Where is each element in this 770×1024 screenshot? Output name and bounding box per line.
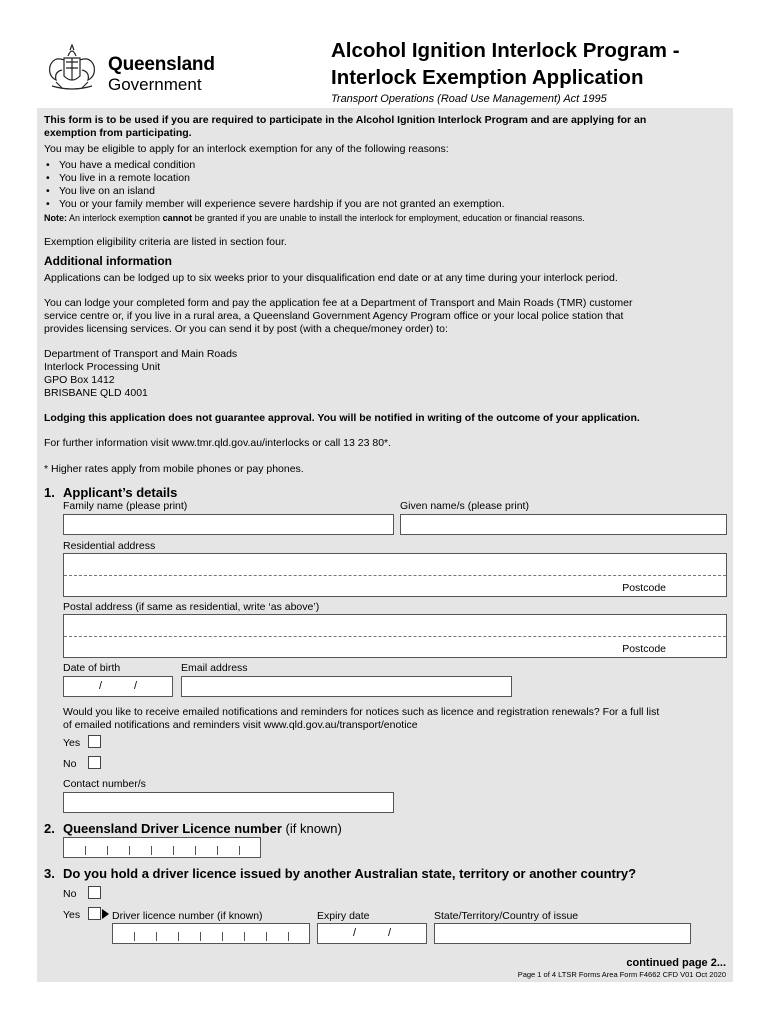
act-reference: Transport Operations (Road Use Management) Act 1995 [331,93,607,105]
address-line: BRISBANE QLD 4001 [44,387,148,399]
section2-title: Queensland Driver Licence number [63,821,282,836]
section3-number: 3. [44,866,55,881]
state-label: State/Territory/Country of issue [434,910,579,922]
date-separator: / [353,927,357,939]
contact-label: Contact number/s [63,778,146,790]
additional-heading: Additional information [44,254,172,268]
section3-title: Do you hold a driver licence issued by another Australian state, territory or another country? [63,866,637,881]
expiry-label: Expiry date [317,910,370,922]
state-country-field[interactable] [434,923,691,944]
family-name-label: Family name (please print) [63,500,188,512]
lodge-text: Applications can be lodged up to six weeks prior to your disqualification end date or at any time during your interlock period. [44,272,618,284]
address-line: Interlock Processing Unit [44,361,161,373]
dob-field[interactable] [63,676,173,697]
other-licence-yes-checkbox[interactable] [88,907,101,920]
continued-text: continued page 2... [626,957,726,969]
criteria-text: Exemption eligibility criteria are listed in section four. [44,236,287,248]
section1-number: 1. [44,485,55,500]
lodge2-line3: provides licensing services. Or you can send it by post (with a cheque/money order) to: [44,323,448,335]
note [44,213,585,224]
given-names-field[interactable] [400,514,727,535]
reasons-list [44,159,505,211]
note-cannot: cannot [162,213,193,223]
note-text-b: be granted if you are unable to install the interlock for employment, education or financial reasons. [192,213,585,223]
note-text-a: An interlock exemption [69,213,163,223]
eligible-text: You may be eligible to apply for an interlock exemption for any of the following reasons: [44,143,449,155]
dob-label: Date of birth [63,662,121,674]
postal-address-block [44,348,237,400]
date-separator: / [134,680,138,692]
section2-number: 2. [44,821,55,836]
postcode-label: Postcode [622,643,666,655]
other-licence-yes-label: Yes [63,909,81,921]
notify-no-label: No [63,758,77,770]
address-line: Department of Transport and Main Roads [44,348,238,360]
other-licence-no-checkbox[interactable] [88,886,101,899]
coat-of-arms-logo [42,42,102,96]
list-item: • You or your family member will experience severe hardship if you are not granted an exemption. [44,198,505,211]
info-text: For further information visit www.tmr.qld.gov.au/interlocks or call 13 23 80*. [44,437,392,449]
section1-title: Applicant’s details [63,485,178,500]
contact-number-field[interactable] [63,792,394,813]
email-label: Email address [181,662,248,674]
postal-label: Postal address (if same as residential, write ‘as above’) [63,601,320,613]
residential-address-field[interactable] [63,553,727,597]
section2-suffix: (if known) [281,821,342,836]
government-subname: Government [108,75,202,94]
date-separator: / [99,680,103,692]
list-item: • You have a medical condition [44,159,505,172]
email-field[interactable] [181,676,512,697]
residential-label: Residential address [63,540,156,552]
rates-text: * Higher rates apply from mobile phones or pay phones. [44,463,304,475]
form-title-line2: Interlock Exemption Application [331,66,644,89]
intro-para-cont: exemption from participating. [44,127,192,139]
other-licence-no-label: No [63,888,77,900]
form-title-line1: Alcohol Ignition Interlock Program - [331,39,680,62]
expiry-date-field[interactable] [317,923,427,944]
arrow-right-icon [102,909,109,919]
notify-yes-label: Yes [63,737,81,749]
notify-question-line1: Would you like to receive emailed notifications and reminders for notices such as licence and registration renewals? For a full list [63,706,660,718]
notify-yes-checkbox[interactable] [88,735,101,748]
address-line: GPO Box 1412 [44,374,115,386]
notify-question-line2: of emailed notifications and reminders visit www.qld.gov.au/transport/enotice [63,719,418,731]
section2-heading [63,821,342,836]
other-licence-number-field[interactable] [112,923,310,944]
intro-para: This form is to be used if you are required to participate in the Alcohol Ignition Interlock Program and are applying for an [44,114,647,126]
page-footer: Page 1 of 4 LTSR Forms Area Form F4662 CFD V01 Oct 2020 [517,970,726,979]
lodge2-line2: service centre or, if you live in a rural area, a Queensland Government Agency Program office or your local police station that [44,310,624,322]
notify-no-checkbox[interactable] [88,756,101,769]
approval-text: Lodging this application does not guarantee approval. You will be notified in writing of the outcome of your application. [44,412,640,424]
licence-number-label: Driver licence number (if known) [112,910,263,922]
note-label: Note: [44,213,67,223]
date-separator: / [388,927,392,939]
qld-licence-number-field[interactable] [63,837,261,858]
family-name-field[interactable] [63,514,394,535]
list-item: • You live on an island [44,185,505,198]
given-names-label: Given name/s (please print) [400,500,529,512]
government-name: Queensland [108,54,215,75]
postcode-label: Postcode [622,582,666,594]
lodge2-line1: You can lodge your completed form and pay the application fee at a Department of Transport and Main Roads (TMR) customer [44,297,633,309]
list-item: • You live in a remote location [44,172,505,185]
postal-address-field[interactable] [63,614,727,658]
